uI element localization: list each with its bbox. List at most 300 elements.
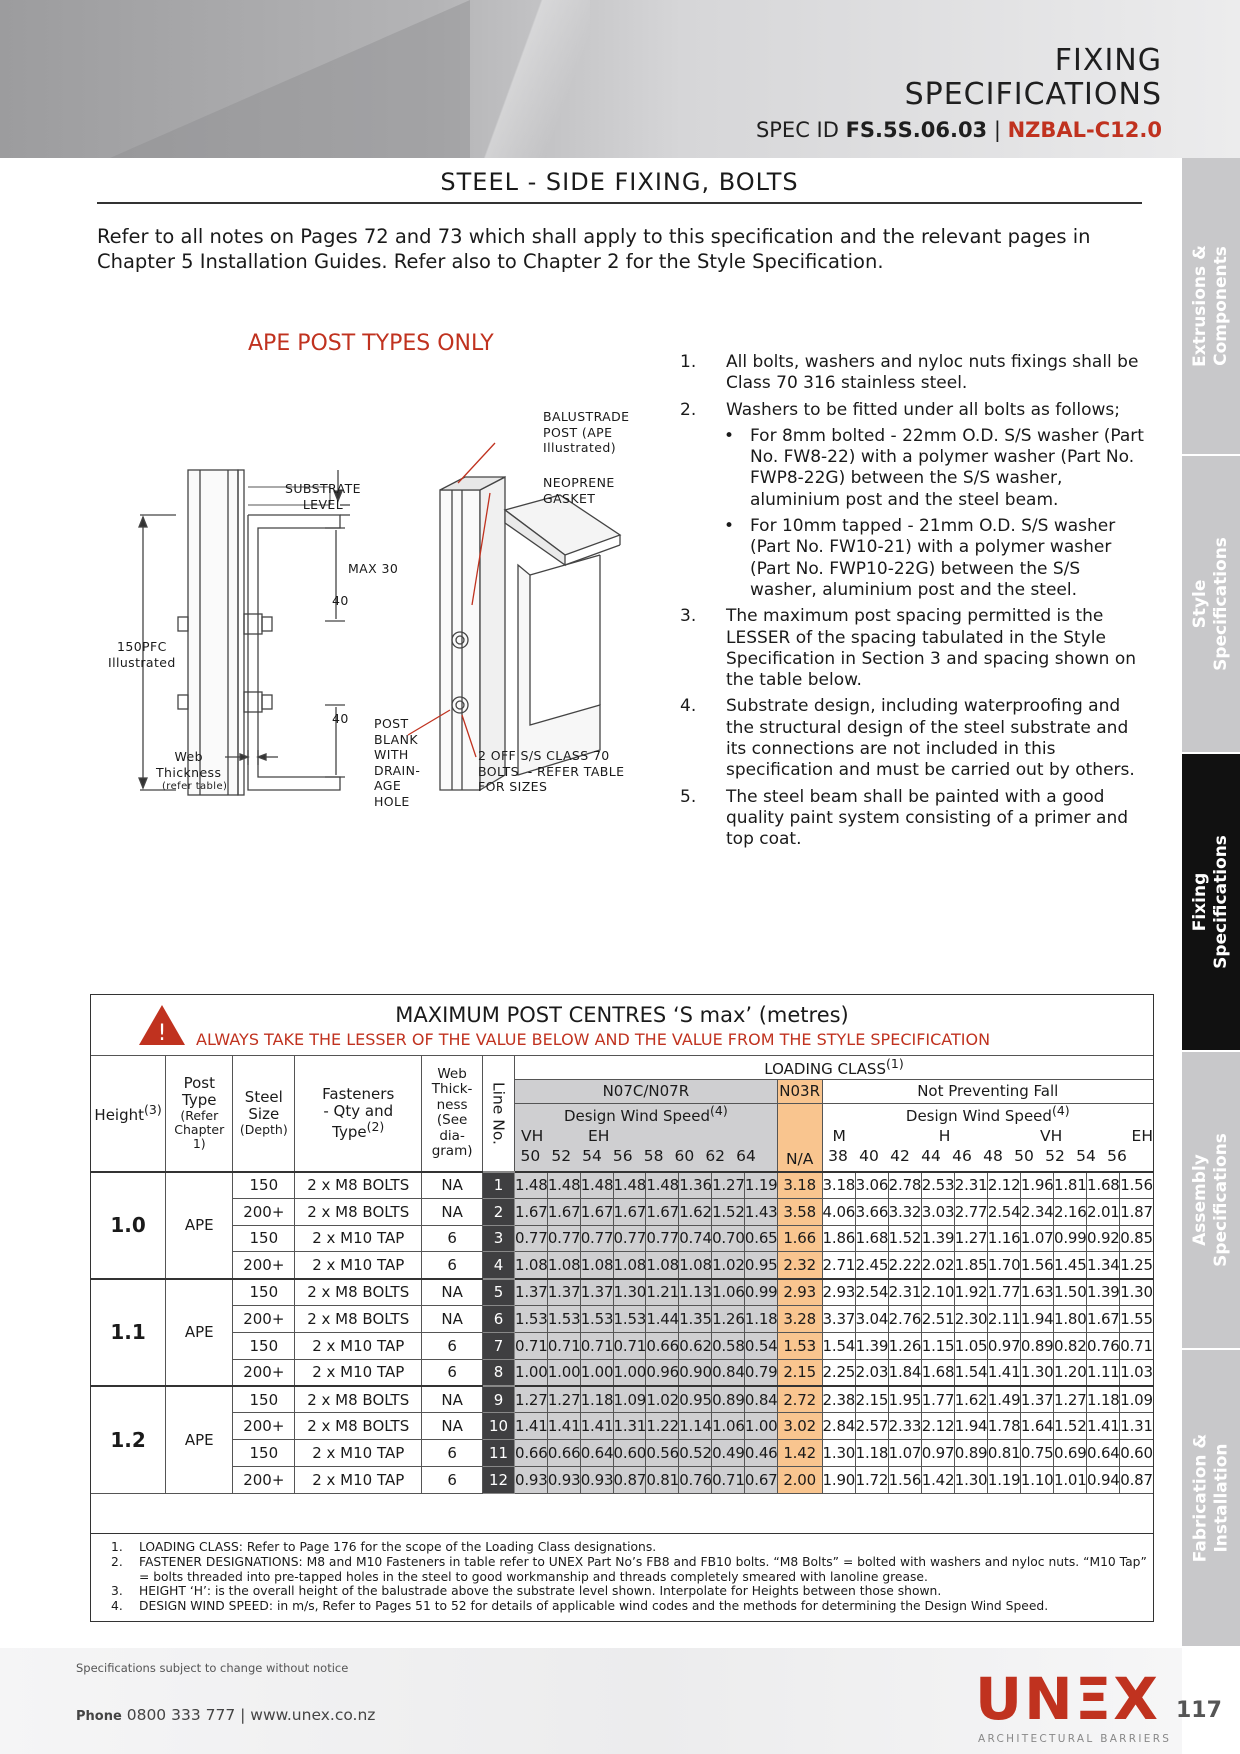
value-cell-n07: 1.67 [547,1198,580,1225]
value-cell-npf: 1.86 [822,1225,855,1252]
value-cell-n07: 1.27 [515,1386,548,1413]
value-cell-n07: 0.89 [712,1386,745,1413]
value-cell-n07: 1.08 [580,1252,613,1279]
value-cell-npf: 2.71 [822,1252,855,1279]
footnote [91,1540,1153,1555]
value-cell-n07: 1.27 [712,1172,745,1199]
value-cell-n07: 1.67 [646,1198,679,1225]
sidebar-tab-label: Assembly Specifications [1190,1133,1232,1267]
spec-separator: | [987,118,1008,142]
value-cell-npf: 1.54 [954,1359,987,1386]
value-cell-n07: 0.99 [744,1279,777,1306]
steel-size-cell: 200+ [233,1413,295,1440]
value-cell-n07: 1.00 [515,1359,548,1386]
label-post-blank: POST BLANK WITH DRAIN- AGE HOLE [374,716,421,809]
value-cell-npf: 2.84 [822,1413,855,1440]
value-cell-npf: 2.01 [1087,1198,1120,1225]
header-sup: (4) [1051,1103,1070,1119]
value-cell-npf: 3.06 [855,1172,888,1199]
value-cell-npf: 4.06 [822,1198,855,1225]
value-cell-npf: 2.57 [855,1413,888,1440]
value-cell-n07: 0.77 [580,1225,613,1252]
value-cell-npf: 1.56 [1120,1172,1153,1199]
value-cell-npf: 1.39 [1087,1279,1120,1306]
value-cell-n07: 1.48 [580,1172,613,1199]
web-thickness-cell: NA [422,1386,483,1413]
col-header-web: Web Thick- ness (See dia- gram) [422,1056,483,1172]
value-cell-npf: 2.11 [987,1305,1020,1332]
value-cell-n07: 1.35 [679,1305,712,1332]
header-label: Post Type [182,1074,217,1110]
value-cell-npf: 1.18 [855,1439,888,1466]
col-header-fasteners [295,1056,422,1172]
value-cell-npf: 1.81 [1053,1172,1086,1199]
web-thickness-cell: 6 [422,1439,483,1466]
value-cell-npf: 2.30 [954,1305,987,1332]
value-cell-npf: 1.92 [954,1279,987,1306]
table-row [91,1305,1153,1332]
value-cell-n07: 1.37 [580,1279,613,1306]
value-cell-n03: 3.58 [777,1198,822,1225]
wind-speed-value: 62 [705,1147,726,1165]
sidebar-tab-fabrication[interactable] [1182,1350,1240,1648]
note-text: The maximum post spacing permitted is the LESSER of the spacing tabulated in the Style Specification in Section 3 and spacing shown on the table below. [726,606,1137,691]
post-centres-table [90,994,1154,1622]
header-sup: (4) [710,1103,728,1119]
value-cell-n07: 1.13 [679,1279,712,1306]
header-small: (Refer Chapter 1) [174,1108,225,1152]
value-cell-n07: 0.70 [712,1225,745,1252]
value-cell-npf: 1.72 [855,1466,888,1493]
value-cell-n07: 1.08 [515,1252,548,1279]
page-title: STEEL - SIDE FIXING, BOLTS [97,168,1142,204]
table-row [91,1413,1153,1440]
value-cell-npf: 3.03 [921,1198,954,1225]
value-cell-npf: 3.04 [855,1305,888,1332]
value-cell-n07: 0.58 [712,1332,745,1359]
note-text: Washers to be fitted under all bolts as follows; [726,399,1120,420]
value-cell-n07: 1.06 [712,1279,745,1306]
value-cell-npf: 2.12 [921,1413,954,1440]
col-header-height [91,1056,166,1172]
height-cell: 1.2 [91,1386,166,1493]
section-title [905,44,1162,112]
fasteners-cell: 2 x M8 BOLTS [295,1413,422,1440]
value-cell-npf: 2.10 [921,1279,954,1306]
value-cell-n03: 1.53 [777,1332,822,1359]
header-small: (Depth) [239,1122,288,1138]
value-cell-npf: 1.16 [987,1225,1020,1252]
table-subtitle: ALWAYS TAKE THE LESSER OF THE VALUE BELOW AND THE VALUE FROM THE STYLE SPECIFICATION [196,1030,991,1049]
value-cell-n03: 3.28 [777,1305,822,1332]
value-cell-npf: 2.25 [822,1359,855,1386]
value-cell-npf: 0.97 [921,1439,954,1466]
value-cell-n07: 0.54 [744,1332,777,1359]
value-cell-n07: 0.71 [580,1332,613,1359]
post-type-cell: APE [166,1386,233,1493]
value-cell-npf: 1.34 [1087,1252,1120,1279]
value-cell-n07: 1.62 [679,1198,712,1225]
value-cell-n07: 1.27 [547,1386,580,1413]
value-cell-npf: 1.87 [1120,1198,1153,1225]
fasteners-cell: 2 x M10 TAP [295,1439,422,1466]
line-number-cell: 5 [483,1279,515,1306]
header-n03-blank [777,1104,822,1126]
value-cell-npf: 2.77 [954,1198,987,1225]
table-title: MAXIMUM POST CENTRES ‘S max’ (metres) [395,1003,849,1027]
header-label: Design Wind Speed [905,1107,1052,1126]
value-cell-n07: 0.46 [744,1439,777,1466]
value-cell-npf: 1.30 [954,1466,987,1493]
value-cell-npf: 1.77 [987,1279,1020,1306]
value-cell-npf: 1.19 [987,1466,1020,1493]
bullet-text: For 8mm bolted - 22mm O.D. S/S washer (Part No. FW8-22) with a polymer washer (Part No. FWP8-22G) between the S/S washer, aluminium post and the steel beam. [750,425,1144,510]
value-cell-n07: 1.48 [646,1172,679,1199]
header-decor-triangle [110,0,470,158]
sidebar-tab-label: Fixing Specifications [1190,835,1232,969]
fasteners-cell: 2 x M10 TAP [295,1332,422,1359]
value-cell-npf: 0.97 [987,1332,1020,1359]
value-cell-n07: 1.41 [547,1413,580,1440]
wind-category-vh: VH [521,1127,544,1145]
wind-category-h: H [938,1127,951,1145]
contact-line [76,1706,375,1724]
label-balustrade-post: BALUSTRADE POST (APE Illustrated) [543,409,630,455]
value-cell-n07: 0.77 [547,1225,580,1252]
label-dim-40-bottom: 40 [332,711,349,726]
value-cell-n07: 1.67 [580,1198,613,1225]
value-cell-npf: 1.42 [921,1466,954,1493]
value-cell-n07: 1.18 [744,1305,777,1332]
fasteners-cell: 2 x M8 BOLTS [295,1279,422,1306]
steel-size-cell: 150 [233,1279,295,1306]
footnote [91,1584,1153,1599]
web-thickness-cell: 6 [422,1466,483,1493]
steel-size-cell: 150 [233,1225,295,1252]
value-cell-npf: 1.50 [1053,1279,1086,1306]
value-cell-npf: 2.33 [888,1413,921,1440]
fasteners-cell: 2 x M8 BOLTS [295,1172,422,1199]
value-cell-npf: 1.54 [822,1332,855,1359]
value-cell-npf: 1.56 [1020,1252,1053,1279]
spec-id [756,118,1162,142]
value-cell-npf: 1.68 [921,1359,954,1386]
value-cell-npf: 1.09 [1120,1386,1153,1413]
value-cell-npf: 1.01 [1053,1466,1086,1493]
value-cell-npf: 1.56 [888,1466,921,1493]
table-row [91,1225,1153,1252]
value-cell-npf: 1.45 [1053,1252,1086,1279]
svg-text:!: ! [157,1021,167,1046]
table-row [91,1359,1153,1386]
note-bullet [680,516,1148,601]
value-cell-n07: 1.19 [744,1172,777,1199]
value-cell-npf: 1.07 [1020,1225,1053,1252]
wind-speeds-n07 [515,1126,778,1172]
value-cell-n07: 1.48 [613,1172,646,1199]
wind-category-m: M [832,1127,846,1145]
value-cell-n07: 1.22 [646,1413,679,1440]
value-cell-n07: 1.52 [712,1198,745,1225]
value-cell-npf: 1.15 [921,1332,954,1359]
note-bullet [680,426,1148,511]
spec-id-value: FS.5S.06.03 [845,118,988,142]
value-cell-n07: 1.00 [547,1359,580,1386]
steel-size-cell: 200+ [233,1359,295,1386]
page-number: 117 [1176,1698,1222,1723]
value-cell-npf: 1.49 [987,1386,1020,1413]
value-cell-npf: 1.94 [954,1413,987,1440]
footnote [91,1555,1153,1585]
note-item [680,400,1148,421]
wind-speed-value: 56 [612,1147,633,1165]
label-neoprene-gasket: NEOPRENE GASKET [543,475,615,506]
value-cell-npf: 2.76 [888,1305,921,1332]
value-cell-n03: 2.32 [777,1252,822,1279]
height-cell: 1.0 [91,1172,166,1279]
line-number-cell: 2 [483,1198,515,1225]
value-cell-npf: 3.66 [855,1198,888,1225]
footnote-number: 3. [111,1584,123,1599]
fasteners-cell: 2 x M10 TAP [295,1225,422,1252]
bullet-dot: • [724,425,735,446]
value-cell-n03: 2.93 [777,1279,822,1306]
table-body [91,1172,1153,1494]
wind-category-vh: VH [1040,1127,1063,1145]
value-cell-npf: 0.71 [1120,1332,1153,1359]
value-cell-npf: 2.31 [888,1279,921,1306]
value-cell-npf: 1.52 [1053,1413,1086,1440]
web-thickness-cell: 6 [422,1252,483,1279]
value-cell-npf: 2.15 [855,1386,888,1413]
value-cell-npf: 2.12 [987,1172,1020,1199]
intro-paragraph: Refer to all notes on Pages 72 and 73 which shall apply to this specification and the relevant pages in Chapter 5 Installation Guides. Refer also to Chapter 2 for the Style Specification. [97,225,1091,273]
table-header [91,995,1153,1056]
value-cell-n07: 0.52 [679,1439,712,1466]
value-cell-npf: 1.80 [1053,1305,1086,1332]
value-cell-n03: 2.72 [777,1386,822,1413]
value-cell-n07: 0.93 [515,1466,548,1493]
sidebar-tab-fixing[interactable] [1182,754,1240,1052]
value-cell-n07: 0.56 [646,1439,679,1466]
fixing-diagram [100,405,660,825]
value-cell-n07: 1.08 [679,1252,712,1279]
value-cell-n07: 1.02 [646,1386,679,1413]
header-design-wind-speed [515,1104,778,1126]
col-header-steel-size [233,1056,295,1172]
footnote-number: 1. [111,1540,123,1554]
value-cell-n07: 0.84 [712,1359,745,1386]
line-number-cell: 12 [483,1466,515,1493]
value-cell-npf: 1.10 [1020,1466,1053,1493]
section-title-line1: FIXING [1054,43,1162,78]
wind-speed-value: 50 [520,1147,541,1165]
value-cell-n07: 0.66 [515,1439,548,1466]
footnote-number: 4. [111,1599,123,1614]
label-pfc: 150PFC Illustrated [108,639,176,670]
value-cell-n07: 1.37 [515,1279,548,1306]
value-cell-n07: 1.41 [580,1413,613,1440]
value-cell-n07: 0.60 [613,1439,646,1466]
value-cell-n07: 0.71 [547,1332,580,1359]
steel-size-cell: 150 [233,1332,295,1359]
note-item [680,606,1148,691]
note-item [680,352,1148,395]
sidebar-tab-label: Style Specifications [1190,537,1232,671]
phone-website[interactable]: 0800 333 777 | www.unex.co.nz [121,1706,376,1724]
value-cell-npf: 1.62 [954,1386,987,1413]
wind-speed-value: 50 [1014,1147,1034,1165]
footnote-text: DESIGN WIND SPEED: in m/s, Refer to Pages 51 to 52 for details of applicable wind codes and the methods for determining the Design Wind Speed. [139,1599,1049,1614]
value-cell-n07: 1.00 [744,1413,777,1440]
sidebar-tab-style[interactable] [1182,456,1240,754]
value-cell-npf: 3.18 [822,1172,855,1199]
value-cell-n07: 1.53 [515,1305,548,1332]
value-cell-npf: 1.67 [1087,1305,1120,1332]
value-cell-npf: 2.22 [888,1252,921,1279]
value-cell-npf: 2.31 [954,1172,987,1199]
value-cell-npf: 1.27 [1053,1386,1086,1413]
sidebar-tab-label: Extrusions & Components [1190,245,1231,367]
header-decor-stripe [470,0,590,158]
value-cell-n07: 0.95 [679,1386,712,1413]
col-header-line-no [483,1056,515,1172]
value-cell-n07: 1.08 [646,1252,679,1279]
value-cell-npf: 2.16 [1053,1198,1086,1225]
steel-size-cell: 150 [233,1386,295,1413]
footnote-text: FASTENER DESIGNATIONS: M8 and M10 Fasteners in table refer to UNEX Part No’s FB8 and FB10 bolts. “M8 Bolts” = bolted with washers and nyloc nuts. “M10 Tap” = bolts threaded into pre-tapped holes in the steel to good workmanship and threads completely smeared with lanoline grease. [139,1554,1147,1584]
value-cell-n07: 1.48 [515,1172,548,1199]
value-cell-n03: 2.15 [777,1359,822,1386]
fasteners-cell: 2 x M10 TAP [295,1359,422,1386]
wind-speed-value: 52 [551,1147,572,1165]
wind-speed-na: N/A [777,1126,822,1172]
value-cell-npf: 2.51 [921,1305,954,1332]
table-row [91,1198,1153,1225]
header-design-wind-speed-npf [822,1104,1153,1126]
wind-category-eh: EH [1131,1127,1153,1145]
post-type-cell: APE [166,1279,233,1386]
post-type-cell: APE [166,1172,233,1279]
table-row [91,1386,1153,1413]
sidebar-tab-extrusions[interactable] [1182,158,1240,456]
footnote-text: LOADING CLASS: Refer to Page 176 for the scope of the Loading Class designations. [139,1540,657,1554]
value-cell-npf: 0.60 [1120,1439,1153,1466]
value-cell-npf: 1.94 [1020,1305,1053,1332]
value-cell-npf: 2.34 [1020,1198,1053,1225]
fasteners-cell: 2 x M8 BOLTS [295,1305,422,1332]
value-cell-npf: 2.45 [855,1252,888,1279]
value-cell-npf: 1.27 [954,1225,987,1252]
value-cell-n07: 1.31 [613,1413,646,1440]
height-cell: 1.1 [91,1279,166,1386]
value-cell-npf: 1.63 [1020,1279,1053,1306]
value-cell-npf: 1.30 [1120,1279,1153,1306]
value-cell-npf: 0.64 [1087,1439,1120,1466]
value-cell-npf: 1.03 [1120,1359,1153,1386]
value-cell-n07: 0.66 [646,1332,679,1359]
value-cell-npf: 2.38 [822,1386,855,1413]
line-number-cell: 10 [483,1413,515,1440]
note-item [680,696,1148,781]
wind-speed-value: 46 [952,1147,972,1165]
web-thickness-cell: 6 [422,1332,483,1359]
web-thickness-cell: NA [422,1413,483,1440]
value-cell-n07: 1.30 [613,1279,646,1306]
web-thickness-cell: 6 [422,1225,483,1252]
header-label: Line No. [489,1081,508,1145]
value-cell-npf: 1.18 [1087,1386,1120,1413]
value-cell-n07: 0.77 [515,1225,548,1252]
value-cell-n07: 1.53 [547,1305,580,1332]
header-sup: (1) [885,1056,904,1071]
nzbal-code: NZBAL-C12.0 [1007,118,1162,142]
value-cell-n07: 0.95 [744,1252,777,1279]
wind-speed-value: 64 [736,1147,756,1165]
table-row [91,1439,1153,1466]
value-cell-n07: 1.53 [613,1305,646,1332]
speeds-a [515,1147,777,1169]
value-cell-n07: 0.65 [744,1225,777,1252]
label-max30: MAX 30 [348,561,399,576]
steel-size-cell: 150 [233,1172,295,1199]
steel-size-cell: 200+ [233,1466,295,1493]
header-label: LOADING CLASS [764,1060,886,1078]
web-thickness-cell: NA [422,1198,483,1225]
page-header [0,0,1240,158]
value-cell-n07: 1.43 [744,1198,777,1225]
label-dim-40-top: 40 [332,593,349,608]
web-thickness-cell: NA [422,1279,483,1306]
chapter-sidebar [1182,158,1240,1648]
value-cell-npf: 1.25 [1120,1252,1153,1279]
value-cell-npf: 1.11 [1087,1359,1120,1386]
section-title-line2: SPECIFICATIONS [904,77,1162,112]
value-cell-n07: 1.37 [547,1279,580,1306]
line-number-cell: 11 [483,1439,515,1466]
value-cell-npf: 1.39 [855,1332,888,1359]
value-cell-n07: 1.44 [646,1305,679,1332]
value-cell-npf: 0.75 [1020,1439,1053,1466]
line-number-cell: 9 [483,1386,515,1413]
sidebar-tab-assembly[interactable] [1182,1052,1240,1350]
note-number: 3. [680,606,697,627]
value-cell-npf: 2.93 [822,1279,855,1306]
footnote [91,1599,1153,1614]
value-cell-n07: 0.71 [613,1332,646,1359]
value-cell-npf: 0.69 [1053,1439,1086,1466]
value-cell-n07: 0.87 [613,1466,646,1493]
bullet-text: For 10mm tapped - 21mm O.D. S/S washer (Part No. FW10-21) with a polymer washer (Part No. FWP10-22G) between the S/S washer, aluminium post and the steel. [750,516,1116,600]
header-sup: (3) [144,1101,162,1117]
table-footnotes [91,1533,1153,1614]
value-cell-npf: 1.41 [987,1359,1020,1386]
notes-list [680,352,1148,856]
value-cell-n07: 1.21 [646,1279,679,1306]
value-cell-npf: 2.78 [888,1172,921,1199]
value-cell-npf: 1.68 [1087,1172,1120,1199]
value-cell-npf: 1.30 [1020,1359,1053,1386]
note-text: All bolts, washers and nyloc nuts fixings shall be Class 70 316 stainless steel. [726,352,1139,394]
value-cell-npf: 1.68 [855,1225,888,1252]
value-cell-npf: 0.92 [1087,1225,1120,1252]
table-row [91,1279,1153,1306]
wind-speed-value: 40 [859,1147,879,1165]
value-cell-npf: 1.84 [888,1359,921,1386]
col-header-post-type [166,1056,233,1172]
web-thickness-cell: 6 [422,1359,483,1386]
value-cell-npf: 1.41 [1087,1413,1120,1440]
